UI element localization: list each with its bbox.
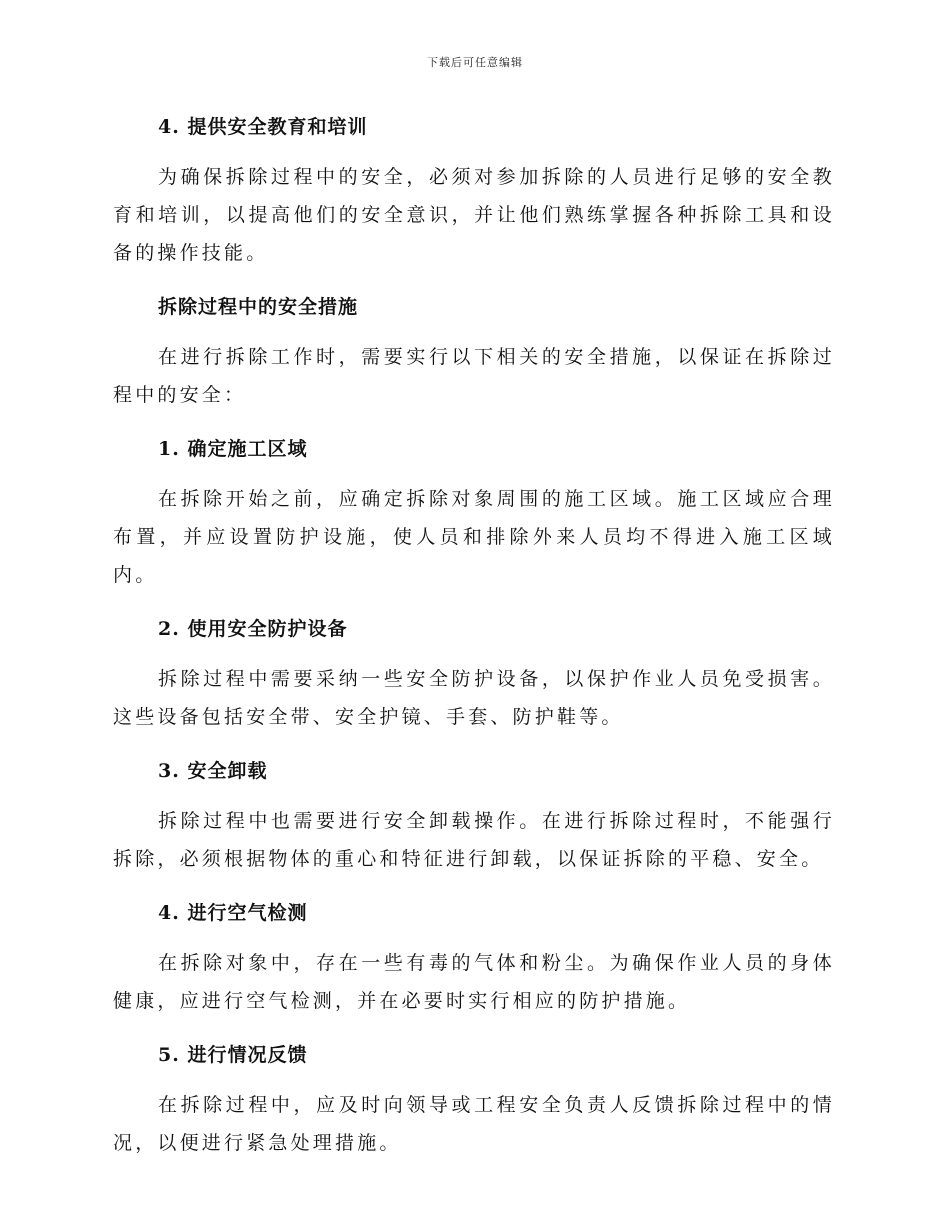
header-note: 下载后可任意编辑 xyxy=(427,56,523,69)
paragraph-safe-unloading: 拆除过程中也需要进行安全卸载操作。在进行拆除过程时，不能强行拆除，必须根据物体的重心和特征进行卸载，以保证拆除的平稳、安全。 xyxy=(113,810,835,870)
section-heading-construction-area: 1. 确定施工区域 xyxy=(158,438,308,460)
paragraph-training: 为确保拆除过程中的安全，必须对参加拆除的人员进行足够的安全教育和培训，以提高他们的安全意识，并让他们熟练掌握各种拆除工具和设备的操作技能。 xyxy=(113,166,835,264)
section-heading-safety-measures: 拆除过程中的安全措施 xyxy=(158,296,359,318)
section-heading-safe-unloading: 3. 安全卸载 xyxy=(158,760,268,782)
section-heading-training: 4. 提供安全教育和培训 xyxy=(158,116,368,138)
section-heading-protective-equipment: 2. 使用安全防护设备 xyxy=(158,618,348,640)
paragraph-safety-measures: 在进行拆除工作时，需要实行以下相关的安全措施，以保证在拆除过程中的安全： xyxy=(113,346,835,406)
section-heading-air-testing: 4. 进行空气检测 xyxy=(158,902,308,924)
paragraph-construction-area: 在拆除开始之前，应确定拆除对象周围的施工区域。施工区域应合理布置，并应设置防护设施，使人员和排除外来人员均不得进入施工区域内。 xyxy=(113,488,835,586)
document-body xyxy=(113,108,835,1178)
paragraph-feedback: 在拆除过程中，应及时向领导或工程安全负责人反馈拆除过程中的情况，以便进行紧急处理措施。 xyxy=(113,1094,835,1154)
paragraph-protective-equipment: 拆除过程中需要采纳一些安全防护设备，以保护作业人员免受损害。这些设备包括安全带、安全护镜、手套、防护鞋等。 xyxy=(113,668,835,728)
paragraph-air-testing: 在拆除对象中，存在一些有毒的气体和粉尘。为确保作业人员的身体健康，应进行空气检测，并在必要时实行相应的防护措施。 xyxy=(113,952,835,1012)
section-heading-feedback: 5. 进行情况反馈 xyxy=(158,1044,308,1066)
